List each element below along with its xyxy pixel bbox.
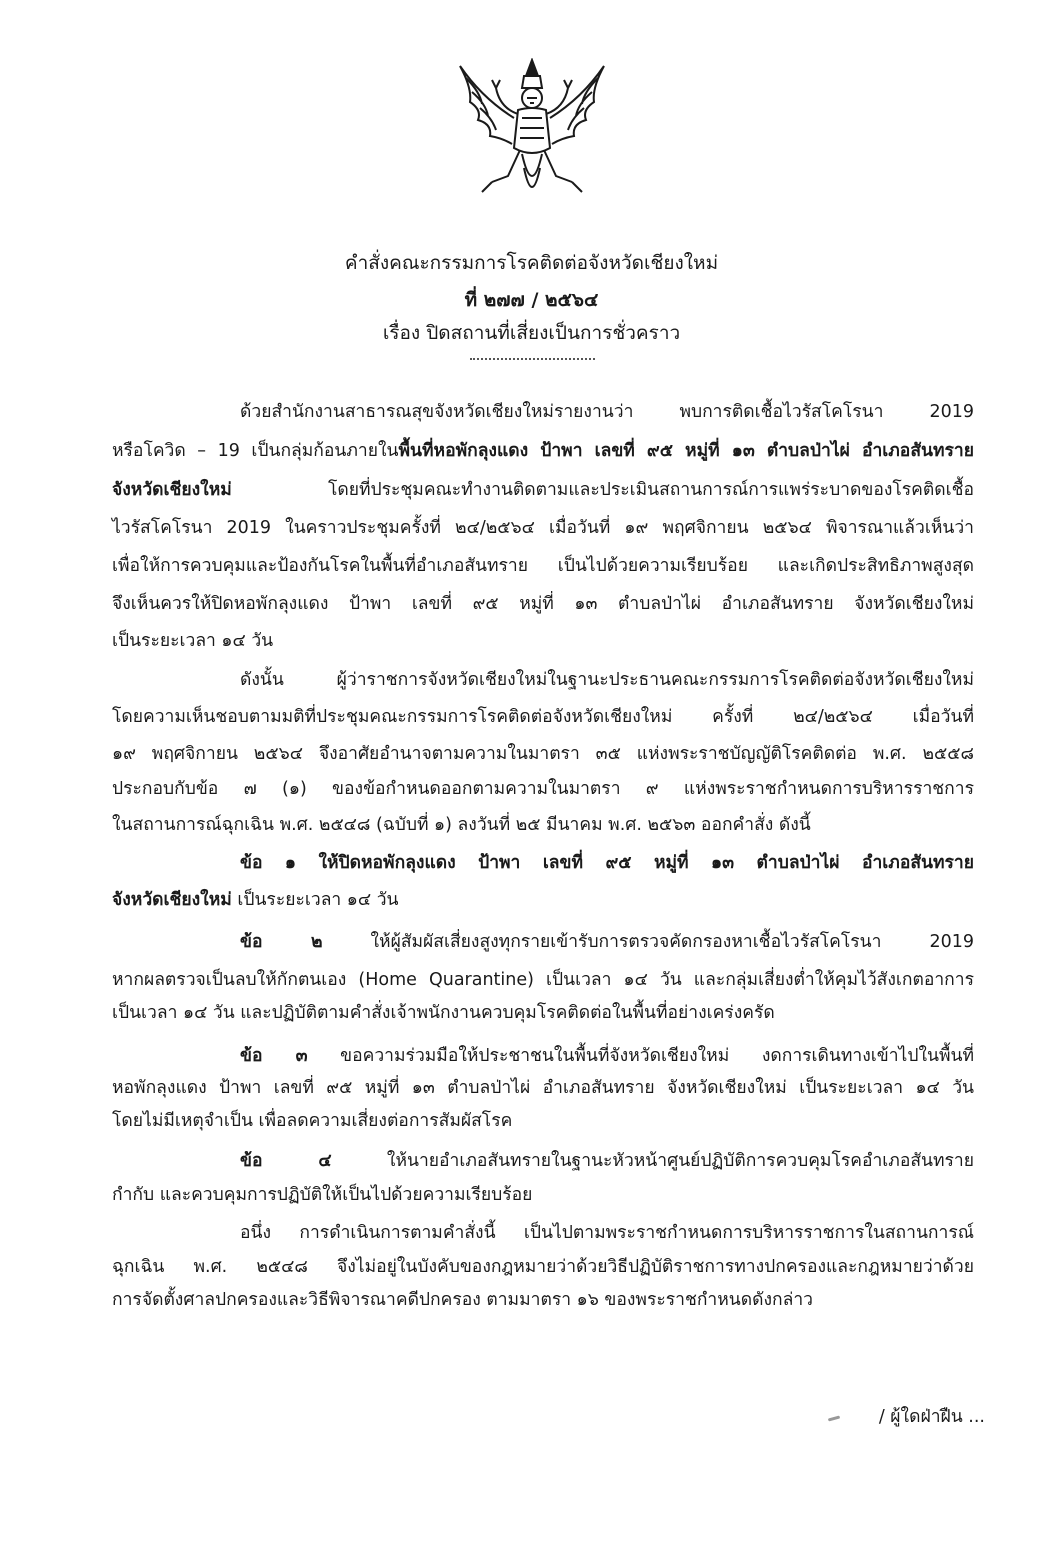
body-line: ดังนั้น ผู้ว่าราชการจังหวัดเชียงใหม่ในฐานะประธานคณะกรรมการโรคติดต่อจังหวัดเชียงใหม่ bbox=[240, 670, 974, 690]
body-line: โดยไม่มีเหตุจำเป็น เพื่อลดความเสี่ยงต่อการสัมผัสโรค bbox=[112, 1111, 513, 1131]
body-line: ไวรัสโคโรนา 2019 ในคราวประชุมครั้งที่ ๒๔/๒๕๖๔ เมื่อวันที่ ๑๙ พฤศจิกายน ๒๕๖๔ พิจารณาแล้วเห็นว่า bbox=[112, 518, 974, 538]
body-line: จึงเห็นควรให้ปิดหอพักลุงแดง ป้าพา เลขที่ ๙๕ หมู่ที่ ๑๓ ตำบลป่าไผ่ อำเภอสันทราย จังหวัดเชียงใหม่ bbox=[112, 594, 974, 614]
body-line: หรือโควิด – 19 เป็นกลุ่มก้อนภายในพื้นที่หอพักลุงแดง ป้าพา เลขที่ ๙๕ หมู่ที่ ๑๓ ตำบลป่าไผ่ อำเภอสันทราย bbox=[112, 441, 974, 461]
item-4: ข้อ ๔ ให้นายอำเภอสันทรายในฐานะหัวหน้าศูนย์ปฏิบัติการควบคุมโรคอำเภอสันทราย bbox=[240, 1151, 974, 1171]
body-line: ในสถานการณ์ฉุกเฉิน พ.ศ. ๒๕๔๘ (ฉบับที่ ๑) ลงวันที่ ๒๕ มีนาคม พ.ศ. ๒๕๖๓ ออกคำสั่ง ดังนี้ bbox=[112, 815, 811, 835]
item-2: ข้อ ๒ ให้ผู้สัมผัสเสี่ยงสูงทุกรายเข้ารับการตรวจคัดกรองหาเชื้อไวรัสโคโรนา 2019 bbox=[240, 932, 974, 952]
order-number: ที่ ๒๗๗ / ๒๕๖๔ bbox=[464, 289, 599, 311]
body-line: กำกับ และควบคุมการปฏิบัติให้เป็นไปด้วยความเรียบร้อย bbox=[112, 1185, 533, 1205]
body-line: โดยความเห็นชอบตามมติที่ประชุมคณะกรรมการโรคติดต่อจังหวัดเชียงใหม่ ครั้งที่ ๒๔/๒๕๖๔ เมื่อวันที่ bbox=[112, 707, 974, 727]
scan-mark bbox=[828, 1415, 840, 1421]
body-line: จังหวัดเชียงใหม่ เป็นระยะเวลา ๑๔ วัน bbox=[112, 890, 399, 910]
item-3: ข้อ ๓ ขอความร่วมมือให้ประชาชนในพื้นที่จังหวัดเชียงใหม่ งดการเดินทางเข้าไปในพื้นที่ bbox=[240, 1046, 974, 1066]
order-subject: เรื่อง ปิดสถานที่เสี่ยงเป็นการชั่วคราว bbox=[382, 322, 681, 344]
body-line: ฉุกเฉิน พ.ศ. ๒๕๔๘ จึงไม่อยู่ในบังคับของกฎหมายว่าด้วยวิธีปฏิบัติราชการทางปกครองและกฎหมายว่าด้วย bbox=[112, 1257, 974, 1277]
garuda-emblem-icon bbox=[452, 58, 612, 208]
body-line: จังหวัดเชียงใหม่ โดยที่ประชุมคณะทำงานติดตามและประเมินสถานการณ์การแพร่ระบาดของโรคติดเชื้อ bbox=[112, 480, 974, 500]
body-line: เพื่อให้การควบคุมและป้องกันโรคในพื้นที่อำเภอสันทราย เป็นไปด้วยความเรียบร้อย และเกิดประสิทธิภาพสูงสุด bbox=[112, 556, 974, 576]
body-line: ประกอบกับข้อ ๗ (๑) ของข้อกำหนดออกตามความในมาตรา ๙ แห่งพระราชกำหนดการบริหารราชการ bbox=[112, 779, 974, 799]
header-separator bbox=[470, 358, 595, 360]
continuation-note: / ผู้ใดฝ่าฝืน ... bbox=[878, 1407, 985, 1427]
body-line: หอพักลุงแดง ป้าพา เลขที่ ๙๕ หมู่ที่ ๑๓ ตำบลป่าไผ่ อำเภอสันทราย จังหวัดเชียงใหม่ เป็นระยะเวลา ๑๔ วัน bbox=[112, 1078, 974, 1098]
body-line: การจัดตั้งศาลปกครองและวิธีพิจารณาคดีปกครอง ตามมาตรา ๑๖ ของพระราชกำหนดดังกล่าว bbox=[112, 1290, 814, 1310]
body-line: เป็นระยะเวลา ๑๔ วัน bbox=[112, 631, 274, 651]
body-line: เป็นเวลา ๑๔ วัน และปฏิบัติตามคำสั่งเจ้าพนักงานควบคุมโรคติดต่อในพื้นที่อย่างเคร่งครัด bbox=[112, 1003, 775, 1023]
order-title: คำสั่งคณะกรรมการโรคติดต่อจังหวัดเชียงใหม่ bbox=[344, 252, 719, 274]
body-line: ด้วยสำนักงานสาธารณสุขจังหวัดเชียงใหม่รายงานว่า พบการติดเชื้อไวรัสโคโรนา 2019 bbox=[240, 402, 974, 422]
item-1: ข้อ ๑ ให้ปิดหอพักลุงแดง ป้าพา เลขที่ ๙๕ หมู่ที่ ๑๓ ตำบลป่าไผ่ อำเภอสันทราย bbox=[240, 853, 974, 873]
body-line: หากผลตรวจเป็นลบให้กักตนเอง (Home Quarantine) เป็นเวลา ๑๔ วัน และกลุ่มเสี่ยงต่ำให้คุมไว้สังเกตอาการ bbox=[112, 970, 974, 990]
body-line: อนึ่ง การดำเนินการตามคำสั่งนี้ เป็นไปตามพระราชกำหนดการบริหารราชการในสถานการณ์ bbox=[240, 1223, 974, 1243]
body-line: ๑๙ พฤศจิกายน ๒๕๖๔ จึงอาศัยอำนาจตามความในมาตรา ๓๕ แห่งพระราชบัญญัติโรคติดต่อ พ.ศ. ๒๕๕๘ bbox=[112, 744, 974, 764]
